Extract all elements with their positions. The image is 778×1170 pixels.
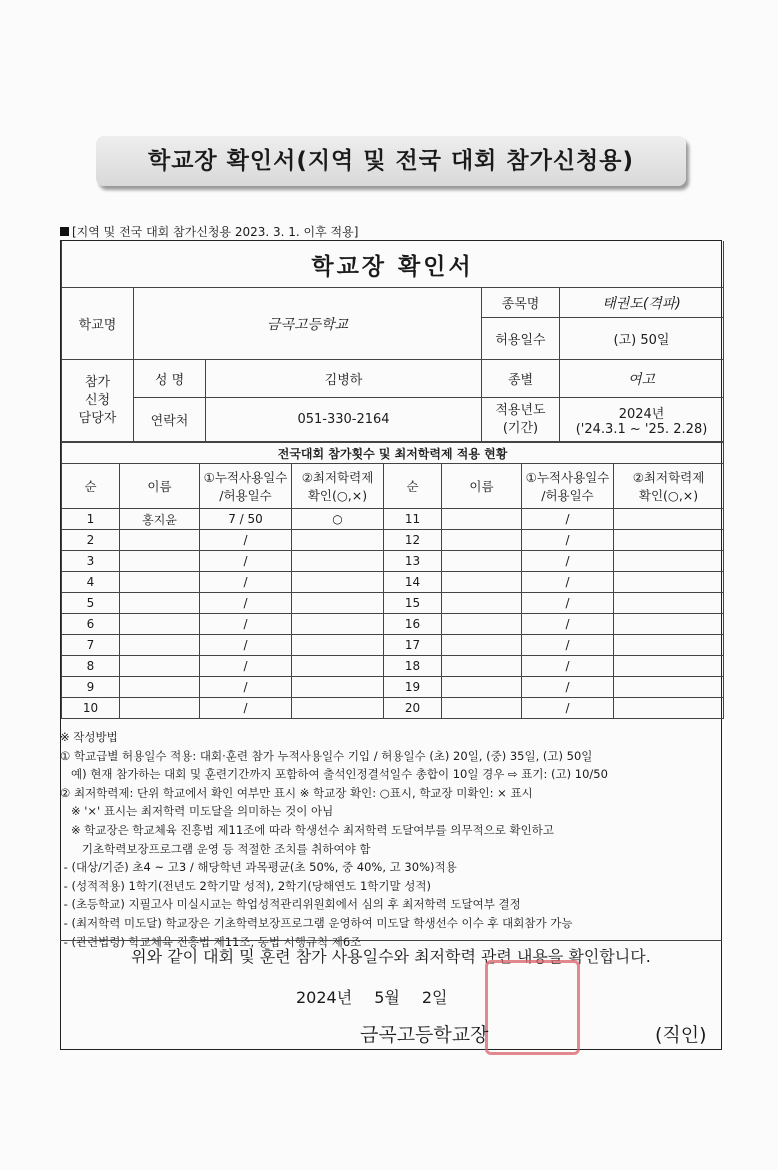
note-line: - (관련법령) 학교체육 진흥법 제11조, 동법 시행규칙 제6조 xyxy=(60,934,362,949)
row-check xyxy=(292,551,384,572)
row-check xyxy=(614,677,724,698)
row-no: 17 xyxy=(384,635,442,656)
note-line: - (성적적용) 1학기(전년도 2학기말 성적), 2학기(당해연도 1학기말 성적) xyxy=(60,878,431,893)
issue-date xyxy=(296,985,469,1008)
date-day: 2일 xyxy=(421,988,448,1007)
row-check xyxy=(292,614,384,635)
row-days: / xyxy=(200,551,292,572)
date-month: 5월 xyxy=(374,988,400,1007)
row-no: 2 xyxy=(62,530,120,551)
row-no: 19 xyxy=(384,677,442,698)
row-check xyxy=(614,614,724,635)
col-no-right: 순 xyxy=(384,464,442,509)
row-check xyxy=(292,635,384,656)
period-year: 2024년 xyxy=(618,406,665,422)
row-check xyxy=(614,635,724,656)
row-no: 6 xyxy=(62,614,120,635)
row-days: / xyxy=(200,677,292,698)
table-row xyxy=(62,551,724,572)
row-name xyxy=(442,572,522,593)
row-name xyxy=(442,551,522,572)
status-rows xyxy=(62,509,724,719)
row-no: 9 xyxy=(62,677,120,698)
row-name xyxy=(120,698,200,719)
col-min-grade: ②최저학력제 확인(○,×) xyxy=(292,464,384,509)
name-label: 성 명 xyxy=(134,360,206,398)
table-row xyxy=(62,614,724,635)
row-check xyxy=(292,677,384,698)
row-no: 18 xyxy=(384,656,442,677)
date-year: 2024년 xyxy=(296,988,353,1007)
row-name xyxy=(442,530,522,551)
square-bullet-icon xyxy=(60,227,69,236)
row-name xyxy=(120,656,200,677)
note-line: - (최저학력 미도달) 학교장은 기초학력보장프로그램 운영하여 미도달 학생선수 이수 후 대회참가 가능 xyxy=(60,915,573,930)
row-name xyxy=(442,509,522,530)
row-days: / xyxy=(200,698,292,719)
row-check xyxy=(292,698,384,719)
note-line: - (초등학교) 지필고사 미실시교는 학업성적관리위원회에서 심의 후 최저학력 도달여부 결정 xyxy=(60,897,521,912)
note-line: 기초학력보장프로그램 운영 등 적절한 조치를 취하여야 함 xyxy=(60,841,371,856)
status-table xyxy=(61,442,724,719)
table-row xyxy=(62,698,724,719)
table-row xyxy=(62,509,724,530)
row-name: 홍지윤 xyxy=(120,509,200,530)
phone-label: 연락처 xyxy=(134,398,206,442)
row-check xyxy=(614,530,724,551)
allowed-days-label: 허용일수 xyxy=(482,318,560,360)
col-min-grade-right: ②최저학력제 확인(○,×) xyxy=(614,464,724,509)
table-row xyxy=(62,530,724,551)
row-no: 12 xyxy=(384,530,442,551)
row-days: / xyxy=(522,551,614,572)
row-days: / xyxy=(522,530,614,551)
row-days: / xyxy=(522,635,614,656)
row-no: 10 xyxy=(62,698,120,719)
row-check xyxy=(614,572,724,593)
row-days: / xyxy=(522,593,614,614)
row-days: / xyxy=(200,656,292,677)
table-row xyxy=(62,635,724,656)
row-name xyxy=(442,635,522,656)
school-name: 금곡고등학교 xyxy=(134,288,482,360)
col-name-right: 이름 xyxy=(442,464,522,509)
row-no: 4 xyxy=(62,572,120,593)
row-no: 7 xyxy=(62,635,120,656)
row-no: 16 xyxy=(384,614,442,635)
row-days: / xyxy=(200,635,292,656)
period-label: 적용년도 (기간) xyxy=(482,398,560,442)
row-name xyxy=(120,551,200,572)
school-label: 학교명 xyxy=(62,288,134,360)
header-note-text: [지역 및 전국 대회 참가신청용 2023. 3. 1. 이후 적용] xyxy=(72,225,359,239)
row-days: 7 / 50 xyxy=(200,509,292,530)
row-check xyxy=(292,593,384,614)
row-name xyxy=(120,677,200,698)
table-row xyxy=(62,593,724,614)
row-no: 14 xyxy=(384,572,442,593)
event-value: 태권도(격파) xyxy=(560,288,724,318)
row-name xyxy=(120,530,200,551)
table-row xyxy=(62,656,724,677)
row-days: / xyxy=(200,593,292,614)
row-no: 15 xyxy=(384,593,442,614)
row-days: / xyxy=(522,677,614,698)
table-row xyxy=(62,677,724,698)
event-label: 종목명 xyxy=(482,288,560,318)
row-check xyxy=(614,698,724,719)
note-line: ※ 작성방법 xyxy=(60,730,118,744)
row-days: / xyxy=(522,614,614,635)
row-no: 20 xyxy=(384,698,442,719)
row-check xyxy=(614,593,724,614)
row-name xyxy=(120,593,200,614)
row-check xyxy=(292,530,384,551)
note-line: - (대상/기준) 초4 ~ 고3 / 해당학년 과목평균(초 50%, 중 40%, 고 30%)적용 xyxy=(60,860,457,875)
row-no: 13 xyxy=(384,551,442,572)
note-line: ② 최저학력제: 단위 학교에서 확인 여부만 표시 ※ 학교장 확인: ○표시, 학교장 미확인: × 표시 xyxy=(60,785,533,800)
col-days: ①누적사용일수 /허용일수 xyxy=(200,464,292,509)
col-no: 순 xyxy=(62,464,120,509)
note-line: 예) 현재 참가하는 대회 및 훈련기간까지 포함하여 출석인정결석일수 총합이 10일 경우 ⇨ 표기: (고) 10/50 xyxy=(60,767,608,782)
row-name xyxy=(442,614,522,635)
row-name xyxy=(120,614,200,635)
note-line: ※ 학교장은 학교체육 진흥법 제11조에 따라 학생선수 최저학력 도달여부를 의무적으로 확인하고 xyxy=(60,822,554,837)
table-row xyxy=(62,572,724,593)
status-title: 전국대회 참가횟수 및 최저학력제 적용 현황 xyxy=(62,443,724,464)
row-check: ○ xyxy=(292,509,384,530)
contact-label: 참가 신청 담당자 xyxy=(62,360,134,442)
col-days-right: ①누적사용일수 /허용일수 xyxy=(522,464,614,509)
row-name xyxy=(442,593,522,614)
row-name xyxy=(442,698,522,719)
row-days: / xyxy=(200,572,292,593)
col-name: 이름 xyxy=(120,464,200,509)
row-no: 8 xyxy=(62,656,120,677)
row-check xyxy=(292,656,384,677)
row-check xyxy=(614,551,724,572)
row-check xyxy=(614,656,724,677)
phone-value: 051-330-2164 xyxy=(206,398,482,442)
row-no: 3 xyxy=(62,551,120,572)
header-note xyxy=(60,223,358,240)
allowed-days-value: (고) 50일 xyxy=(560,318,724,360)
row-days: / xyxy=(522,509,614,530)
row-days: / xyxy=(200,614,292,635)
row-no: 5 xyxy=(62,593,120,614)
note-line: ① 학교급별 허용일수 적용: 대회·훈련 참가 누적사용일수 기입 / 허용일수 (초) 20일, (중) 35일, (고) 50일 xyxy=(60,748,593,763)
category-label: 종별 xyxy=(482,360,560,398)
row-no: 1 xyxy=(62,509,120,530)
principal-name: 금곡고등학교장 xyxy=(360,1024,489,1046)
row-name xyxy=(442,656,522,677)
row-check xyxy=(614,509,724,530)
row-days: / xyxy=(200,530,292,551)
confirm-statement: 위와 같이 대회 및 훈련 참가 사용일수와 최저학력 관련 내용을 확인합니다. xyxy=(60,940,722,967)
row-name xyxy=(120,572,200,593)
row-name xyxy=(120,635,200,656)
row-days: / xyxy=(522,572,614,593)
info-table xyxy=(61,241,724,442)
period-value xyxy=(560,398,724,442)
row-days: / xyxy=(522,656,614,677)
banner-title: 학교장 확인서(지역 및 전국 대회 참가신청용) xyxy=(96,136,686,186)
instructions xyxy=(60,728,722,951)
row-check xyxy=(292,572,384,593)
note-line: ※ '×' 표시는 최저학력 미도달을 의미하는 것이 아님 xyxy=(60,804,334,819)
row-days: / xyxy=(522,698,614,719)
category-value: 여고 xyxy=(560,360,724,398)
row-no: 11 xyxy=(384,509,442,530)
period-range: ('24.3.1 ~ '25. 2.28) xyxy=(575,421,708,437)
contact-name: 김병하 xyxy=(206,360,482,398)
official-seal-stamp xyxy=(485,960,580,1055)
seal-label: (직인) xyxy=(655,1024,707,1046)
form-title: 학교장 확인서 xyxy=(62,241,724,288)
row-name xyxy=(442,677,522,698)
